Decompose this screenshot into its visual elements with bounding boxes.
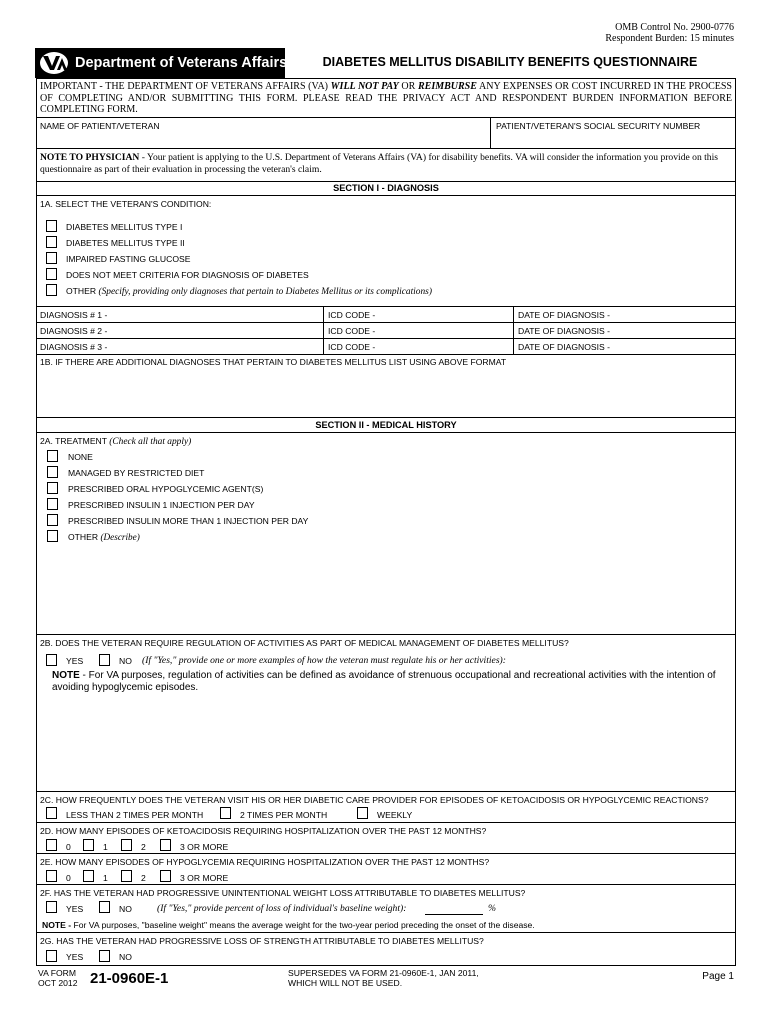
icd-code-2-label: ICD CODE - — [328, 326, 376, 336]
checkbox-treatment-none[interactable] — [47, 450, 58, 462]
checkbox-2f-no[interactable] — [99, 901, 110, 913]
treatment-other: OTHER (Describe) — [68, 532, 140, 542]
ssn-field[interactable] — [496, 132, 732, 146]
checkbox-insulin-more[interactable] — [47, 514, 58, 526]
q2f-note: NOTE - For VA purposes, "baseline weight" means the average weight for the two-year period preceding the onset of the disease. — [42, 920, 535, 930]
va-logo-icon — [39, 51, 69, 75]
checkbox-2g-yes[interactable] — [46, 950, 57, 962]
treatment-restricted-diet: MANAGED BY RESTRICTED DIET — [68, 468, 205, 478]
omb-info — [605, 22, 734, 44]
q2g-yes-label: YES — [66, 952, 84, 962]
q2d-option-2: 2 — [141, 842, 146, 852]
respondent-burden: Respondent Burden: 15 minutes — [605, 33, 734, 44]
q2d-option-1: 1 — [103, 842, 108, 852]
q2e-option-1: 1 — [103, 873, 108, 883]
checkbox-2d-3-or-more[interactable] — [160, 839, 171, 851]
form-title: DIABETES MELLITUS DISABILITY BENEFITS QUESTIONNAIRE — [322, 55, 698, 69]
option-dm-type-1: DIABETES MELLITUS TYPE I — [66, 222, 183, 232]
q2f-yes-label: YES — [66, 904, 84, 914]
department-name: Department of Veterans Affairs — [75, 55, 288, 71]
q2b-instruction: (If "Yes," provide one or more examples of how the veteran must regulate his or her activities): — [142, 655, 506, 666]
q2e-option-0: 0 — [66, 873, 71, 883]
checkbox-2b-yes[interactable] — [46, 654, 57, 666]
checkbox-2e-0[interactable] — [46, 870, 57, 882]
q1a-label: 1A. SELECT THE VETERAN'S CONDITION: — [40, 199, 212, 209]
checkbox-2c-2-times[interactable] — [220, 807, 231, 819]
diagnosis-3-label: DIAGNOSIS # 3 - — [40, 342, 108, 352]
q2g-no-label: NO — [119, 952, 132, 962]
treatment-oral-agents: PRESCRIBED ORAL HYPOGLYCEMIC AGENT(S) — [68, 484, 264, 494]
supersedes-text: SUPERSEDES VA FORM 21-0960E-1, JAN 2011, — [288, 968, 479, 978]
footer-supersedes — [288, 968, 479, 988]
treatment-insulin-1: PRESCRIBED INSULIN 1 INJECTION PER DAY — [68, 500, 255, 510]
checkbox-2c-weekly[interactable] — [357, 807, 368, 819]
q2c-option-2-times: 2 TIMES PER MONTH — [240, 810, 328, 820]
checkbox-oral-agents[interactable] — [47, 482, 58, 494]
q1b-label: 1B. IF THERE ARE ADDITIONAL DIAGNOSES THAT PERTAIN TO DIABETES MELLITUS LIST USING ABOVE FORMAT — [40, 357, 507, 367]
checkbox-2e-1[interactable] — [83, 870, 94, 882]
date-diagnosis-2-label: DATE OF DIAGNOSIS - — [518, 326, 610, 336]
icd-code-3-label: ICD CODE - — [328, 342, 376, 352]
q2e-option-3-or-more: 3 OR MORE — [180, 873, 229, 883]
q2b-note: NOTE - For VA purposes, regulation of activities can be defined as avoidance of strenuous occupational and recreational activities with the intention of avoiding hypoglycemic episodes. — [52, 670, 716, 693]
treatment-insulin-more: PRESCRIBED INSULIN MORE THAN 1 INJECTION PER DAY — [68, 516, 309, 526]
option-dm-type-2: DIABETES MELLITUS TYPE II — [66, 238, 185, 248]
icd-code-1-label: ICD CODE - — [328, 310, 376, 320]
checkbox-dm-type-1[interactable] — [46, 220, 57, 232]
checkbox-treatment-other[interactable] — [47, 530, 58, 542]
checkbox-2d-1[interactable] — [83, 839, 94, 851]
va-form-label: VA FORM — [38, 968, 77, 978]
treatment-other-field[interactable] — [68, 546, 732, 630]
checkbox-2g-no[interactable] — [99, 950, 110, 962]
va-banner — [35, 48, 288, 78]
q2f-no-label: NO — [119, 904, 132, 914]
page-number: Page 1 — [702, 971, 734, 982]
checkbox-restricted-diet[interactable] — [47, 466, 58, 478]
q2b-yes-label: YES — [66, 656, 84, 666]
q2f-percent-sign: % — [488, 903, 496, 914]
important-notice: IMPORTANT - THE DEPARTMENT OF VETERANS AFFAIRS (VA) WILL NOT PAY OR REIMBURSE ANY EXPENSES OR COST INCURRED IN THE PROCESS OF COMPLETING AND/OR SUBMITTING THIS FORM. PLEASE READ THE PRIVACY ACT AND RESPONDENT BURDEN INFORMATION BEFORE COMPLETING FORM. — [40, 81, 732, 115]
q2d-option-0: 0 — [66, 842, 71, 852]
section-1-title: SECTION I - DIAGNOSIS — [333, 183, 439, 193]
checkbox-2c-less-than-2[interactable] — [46, 807, 57, 819]
q2f-label: 2F. HAS THE VETERAN HAD PROGRESSIVE UNINTENTIONAL WEIGHT LOSS ATTRIBUTABLE TO DIABETES MELLITUS? — [40, 888, 526, 898]
patient-name-field[interactable] — [40, 132, 486, 146]
checkbox-2d-0[interactable] — [46, 839, 57, 851]
checkbox-insulin-1[interactable] — [47, 498, 58, 510]
form-number: 21-0960E-1 — [90, 970, 169, 987]
q2b-field[interactable] — [52, 700, 732, 788]
checkbox-dm-type-2[interactable] — [46, 236, 57, 248]
option-impaired-fasting: IMPAIRED FASTING GLUCOSE — [66, 254, 191, 264]
q2g-label: 2G. HAS THE VETERAN HAD PROGRESSIVE LOSS OF STRENGTH ATTRIBUTABLE TO DIABETES MELLITUS? — [40, 936, 484, 946]
q2a-label: 2A. TREATMENT (Check all that apply) — [40, 436, 192, 447]
q2e-label: 2E. HOW MANY EPISODES OF HYPOGLYCEMIA REQUIRING HOSPITALIZATION OVER THE PAST 12 MONTHS? — [40, 857, 490, 867]
q2d-label: 2D. HOW MANY EPISODES OF KETOACIDOSIS REQUIRING HOSPITALIZATION OVER THE PAST 12 MONTHS? — [40, 826, 487, 836]
q2f-instruction: (If "Yes," provide percent of loss of individual's baseline weight): — [157, 903, 407, 914]
form-date: OCT 2012 — [38, 978, 78, 988]
checkbox-2f-yes[interactable] — [46, 901, 57, 913]
q2b-label: 2B. DOES THE VETERAN REQUIRE REGULATION OF ACTIVITIES AS PART OF MEDICAL MANAGEMENT OF DIABETES MELLITUS? — [40, 638, 569, 648]
patient-name-label: NAME OF PATIENT/VETERAN — [40, 121, 160, 131]
diagnosis-2-label: DIAGNOSIS # 2 - — [40, 326, 108, 336]
treatment-none: NONE — [68, 452, 93, 462]
ssn-label: PATIENT/VETERAN'S SOCIAL SECURITY NUMBER — [496, 121, 701, 131]
q2c-option-less-than-2: LESS THAN 2 TIMES PER MONTH — [66, 810, 204, 820]
checkbox-other-diagnosis[interactable] — [46, 284, 57, 296]
q2b-no-label: NO — [119, 656, 132, 666]
diagnosis-1-label: DIAGNOSIS # 1 - — [40, 310, 108, 320]
q2e-option-2: 2 — [141, 873, 146, 883]
note-to-physician: NOTE TO PHYSICIAN - Your patient is applying to the U.S. Department of Veterans Affairs (VA) for disability benefits. VA will consider the information you provide on this questionnaire as part of their evaluation in processing the veteran's claim. — [40, 152, 719, 175]
checkbox-2e-2[interactable] — [121, 870, 132, 882]
q2d-option-3-or-more: 3 OR MORE — [180, 842, 229, 852]
checkbox-2d-2[interactable] — [121, 839, 132, 851]
section-2-title: SECTION II - MEDICAL HISTORY — [315, 420, 457, 430]
omb-control: OMB Control No. 2900-0776 — [615, 22, 734, 33]
checkbox-2e-3-or-more[interactable] — [160, 870, 171, 882]
q2f-percent-input[interactable] — [425, 900, 483, 915]
checkbox-impaired-fasting[interactable] — [46, 252, 57, 264]
checkbox-2b-no[interactable] — [99, 654, 110, 666]
footer-va-form — [38, 968, 78, 988]
date-diagnosis-3-label: DATE OF DIAGNOSIS - — [518, 342, 610, 352]
option-other-diagnosis: OTHER (Specify, providing only diagnoses that pertain to Diabetes Mellitus or its complications) — [66, 286, 432, 297]
date-diagnosis-1-label: DATE OF DIAGNOSIS - — [518, 310, 610, 320]
q1b-field[interactable] — [40, 370, 732, 414]
not-used-text: WHICH WILL NOT BE USED. — [288, 978, 403, 988]
q2c-label: 2C. HOW FREQUENTLY DOES THE VETERAN VISIT HIS OR HER DIABETIC CARE PROVIDER FOR EPISODES OF KETOACIDOSIS OR HYPOGLYCEMIC REACTIONS? — [40, 795, 709, 805]
checkbox-no-criteria[interactable] — [46, 268, 57, 280]
option-no-criteria: DOES NOT MEET CRITERIA FOR DIAGNOSIS OF DIABETES — [66, 270, 309, 280]
q2c-option-weekly: WEEKLY — [377, 810, 413, 820]
